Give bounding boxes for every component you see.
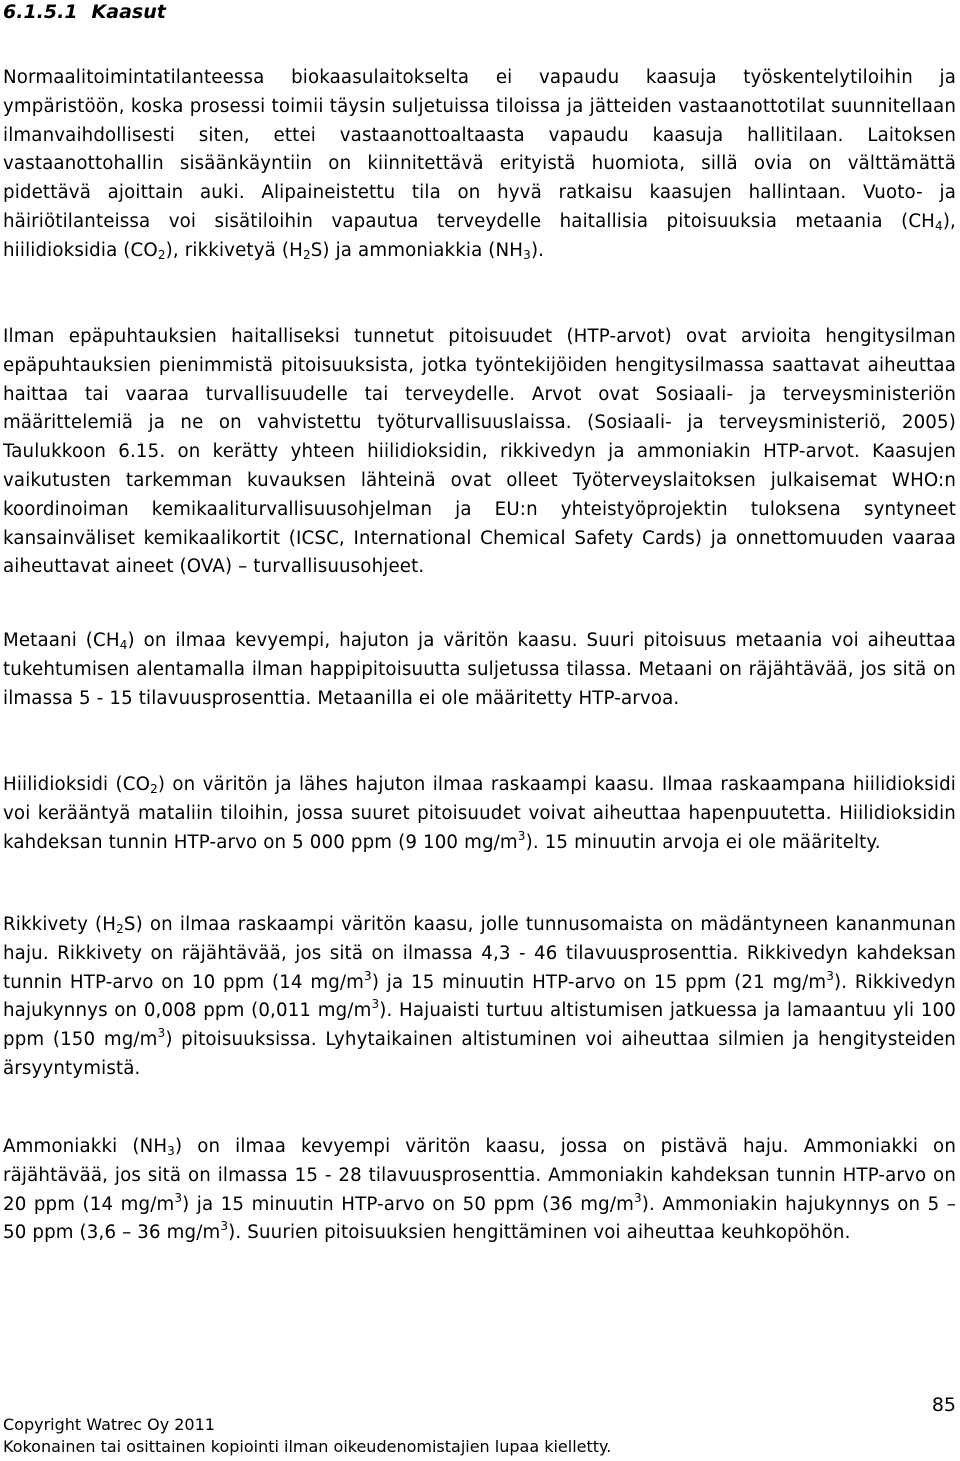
text-run: ) ja 15 minuutin HTP-arvo on 50 ppm (36 mg/m: [182, 1193, 634, 1215]
subscript: 3: [167, 1144, 175, 1158]
text-run: ) ja 15 minuutin HTP-arvo on 15 ppm (21 mg/m: [371, 971, 827, 993]
text-run: Metaani (CH: [3, 630, 120, 651]
subscript: 2: [116, 922, 124, 936]
subscript: 2: [157, 247, 166, 262]
superscript: 3: [826, 968, 835, 983]
superscript: 3: [517, 828, 526, 843]
superscript: 3: [174, 1190, 183, 1205]
text-run: ). 15 minuutin arvoja ei ole määritelty.: [525, 831, 881, 853]
text-run: Normaalitoimintatilanteessa biokaasulaitokselta ei vapaudu kaasuja työskentelytiloihin ja ympäristöön, koska prosessi toimii täysin suljetuissa tiloissa ja jätteiden vastaanottotilat suunnitellaan ilmanvaihdollisesti siten, ettei vastaanottoaltaasta vapaudu kaasuja hallitilaan. Laitoksen vastaanottohallin sisäänkäyntiin on kiinnitettävä erityistä huomiota, sillä ovia on välttämättä pidettävä ajoittain auki. Alipaineistettu tila on hyvä ratkaisu kaasujen hallintaan. Vuoto- ja häiriötilanteissa voi sisätiloihin vapautua terveydelle haitallisia pitoisuuksia metaania (CH: [3, 67, 956, 232]
section-heading: [3, 0, 166, 24]
text-run: S) ja ammoniakkia (NH: [310, 239, 524, 261]
paragraph-ammonia: [3, 1133, 956, 1248]
text-run: ).: [530, 239, 545, 261]
subscript: 4: [119, 638, 128, 652]
text-run: ) pitoisuuksissa. Lyhytaikainen altistuminen voi aiheuttaa silmien ja hengitysteiden ärsyyntymistä.: [3, 1029, 956, 1079]
paragraph-intro: [3, 64, 956, 266]
text-run: ) on väritön ja lähes hajuton ilmaa raskaampi kaasu. Ilmaa raskaampana hiilidioksidi voi kerääntyä mataliin tiloihin, jossa suuret pitoisuudet voivat aiheuttaa hapenpuutetta. Hiilidioksidin kahdeksan tunnin HTP-arvo on 5 000 ppm (9 100 mg/m: [3, 774, 956, 853]
paragraph-carbon-dioxide: [3, 771, 956, 857]
text-run: Ilman epäpuhtauksien haitalliseksi tunnetut pitoisuudet (HTP-arvot) ovat arvioita hengitysilman epäpuhtauksien pienimmistä pitoisuuksista, jotka työntekijöiden hengitysilmassa saattavat aiheuttaa haittaa tai vaaraa turvallisuudelle tai terveydelle. Arvot ovat Sosiaali- ja terveysministeriön määrittelemiä ja ne on vahvistettu työturvallisuuslaissa. (Sosiaali- ja terveysministeriö, 2005) Taulukkoon 6.15. on kerätty yhteen hiilidioksidin, rikkivedyn ja ammoniakin HTP-arvot. Kaasujen vaikutusten tarkemman kuvauksen lähteinä ovat olleet Työterveyslaitoksen julkaisemat WHO:n koordinoiman kemikaaliturvallisuusohjelman ja EU:n yhteistyöprojektin tuloksena syntyneet kansainväliset kemikaalikortit (ICSC, International Chemical Safety Cards) ja onnettomuuden vaaraa aiheuttavat aineet (OVA) – turvallisuusohjeet.: [3, 326, 956, 578]
superscript: 3: [371, 997, 380, 1012]
text-run: ), rikkivetyä (H: [165, 239, 303, 261]
text-run: ). Ammoniakin hajukynnys on 5 – 50 ppm (3,6 – 36 mg/m: [3, 1193, 956, 1244]
text-run: ), hiilidioksidia (CO: [3, 210, 956, 261]
text-run: Hiilidioksidi (CO: [3, 774, 151, 795]
text-run: S) on ilmaa raskaampi väritön kaasu, jolle tunnusomaista on mädäntyneen kananmunan haju. Rikkivety on räjähtävää, jos sitä on ilmassa 4,3 - 46 tilavuusprosenttia. Rikkivedyn kahdeksan tunnin HTP-arvo on 10 ppm (14 mg/m: [3, 914, 956, 993]
section-number: 6.1.5.1: [3, 1, 78, 23]
paragraph-hydrogen-sulfide: [3, 911, 956, 1084]
text-run: Ammoniakki (NH: [3, 1136, 168, 1157]
subscript: 2: [302, 247, 311, 262]
text-run: Rikkivety (H: [3, 914, 117, 935]
subscript: 4: [935, 218, 943, 233]
text-run: ) on ilmaa kevyempi väritön kaasu, jossa on pistävä haju. Ammoniakki on räjähtävää, jos sitä on ilmassa 15 - 28 tilavuusprosenttia. Ammoniakin kahdeksan tunnin HTP-arvo on 20 ppm (14 mg/m: [3, 1136, 957, 1215]
page-number: 85: [931, 1394, 956, 1416]
superscript: 3: [157, 1026, 166, 1041]
subscript: 3: [523, 247, 531, 262]
subscript: 2: [150, 782, 158, 796]
paragraph-methane: [3, 627, 956, 713]
text-run: ) on ilmaa kevyempi, hajuton ja väritön kaasu. Suuri pitoisuus metaania voi aiheuttaa tukehtumisen alentamalla ilman happipitoisuutta suljetussa tilassa. Metaani on räjähtävää, jos sitä on ilmassa 5 - 15 tilavuusprosenttia. Metaanilla ei ole määritetty HTP-arvoa.: [3, 630, 956, 709]
text-run: ). Suurien pitoisuuksien hengittäminen voi aiheuttaa keuhkopöhön.: [228, 1222, 851, 1244]
footer-notice: Kokonainen tai osittainen kopiointi ilman oikeudenomistajien lupaa kielletty.: [3, 1437, 612, 1456]
footer-copyright: Copyright Watrec Oy 2011: [3, 1415, 215, 1434]
superscript: 3: [220, 1219, 229, 1234]
superscript: 3: [364, 968, 372, 983]
text-run: ). Rikkivedyn hajukynnys on 0,008 ppm (0,011 mg/m: [3, 971, 956, 1022]
superscript: 3: [634, 1190, 642, 1205]
paragraph-htp-values: [3, 323, 956, 582]
text-run: ). Hajuaisti turtuu altistumisen jatkuessa ja lamaantuu yli 100 ppm (150 mg/m: [3, 1000, 956, 1051]
section-title: Kaasut: [91, 1, 166, 23]
